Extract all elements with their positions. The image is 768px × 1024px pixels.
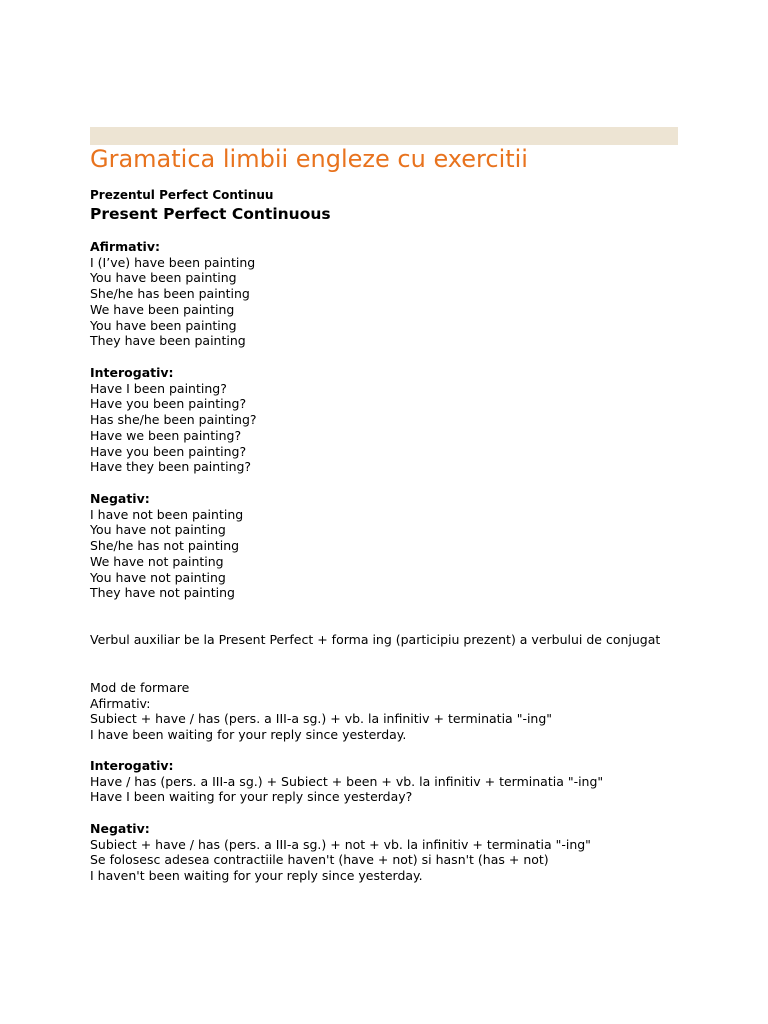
formation-rule: Subiect + have / has (pers. a III-a sg.) + vb. la infinitiv + terminatia "-ing" — [90, 711, 553, 727]
formation-heading: Mod de formare — [90, 680, 190, 695]
conjugation-line: You have been painting — [90, 270, 237, 286]
section-heading: Interogativ: — [90, 758, 174, 773]
conjugation-line: She/he has not painting — [90, 538, 240, 554]
conjugation-line: You have been painting — [90, 317, 237, 333]
conjugation-line: Have you been painting? — [90, 396, 247, 412]
formation-example: I have been waiting for your reply since yesterday. — [90, 727, 407, 743]
auxiliary-note — [90, 632, 660, 648]
conjugation-line: You have not painting — [90, 522, 226, 538]
section-heading: Negativ: — [90, 491, 150, 506]
section-heading: Negativ: — [90, 821, 150, 836]
formation-interrogative — [90, 758, 603, 805]
formation-example: Have I been waiting for your reply since yesterday? — [90, 789, 413, 805]
negative-section — [90, 491, 243, 601]
subtitle-english: Present Perfect Continuous — [90, 205, 331, 223]
conjugation-line: We have been painting — [90, 301, 235, 317]
page-title: Gramatica limbii engleze cu exercitii — [90, 145, 528, 173]
formation-rule: Subiect + have / has (pers. a III-a sg.) + not + vb. la infinitiv + terminatia "-ing" — [90, 836, 591, 852]
conjugation-line: We have not painting — [90, 553, 224, 569]
conjugation-line: I have not been painting — [90, 506, 244, 522]
conjugation-line: Have I been painting? — [90, 380, 227, 396]
formation-example: I haven't been waiting for your reply since yesterday. — [90, 868, 423, 884]
conjugation-line: Have they been painting? — [90, 459, 252, 475]
affirmative-section — [90, 239, 255, 349]
conjugation-line: She/he has been painting — [90, 286, 250, 302]
subtitle-romanian: Prezentul Perfect Continuu — [90, 188, 274, 202]
conjugation-line: I (I’ve) have been painting — [90, 254, 256, 270]
formation-affirmative — [90, 680, 552, 743]
interrogative-section — [90, 365, 257, 475]
conjugation-line: You have not painting — [90, 569, 226, 585]
formation-rule: Have / has (pers. a III-a sg.) + Subiect + been + vb. la infinitiv + terminatia "-ing" — [90, 773, 604, 789]
formation-note: Se folosesc adesea contractiile haven't (have + not) si hasn't (has + not) — [90, 852, 549, 868]
note-text: Verbul auxiliar be la Present Perfect + forma ing (participiu prezent) a verbului de conjugat — [90, 632, 661, 647]
conjugation-line: Have you been painting? — [90, 443, 247, 459]
conjugation-line: They have been painting — [90, 333, 246, 349]
conjugation-line: Has she/he been painting? — [90, 412, 257, 428]
formation-negative — [90, 821, 591, 884]
formation-subheading: Afirmativ: — [90, 695, 151, 711]
section-heading: Interogativ: — [90, 365, 174, 380]
section-heading: Afirmativ: — [90, 239, 160, 254]
conjugation-line: Have we been painting? — [90, 427, 242, 443]
conjugation-line: They have not painting — [90, 585, 235, 601]
